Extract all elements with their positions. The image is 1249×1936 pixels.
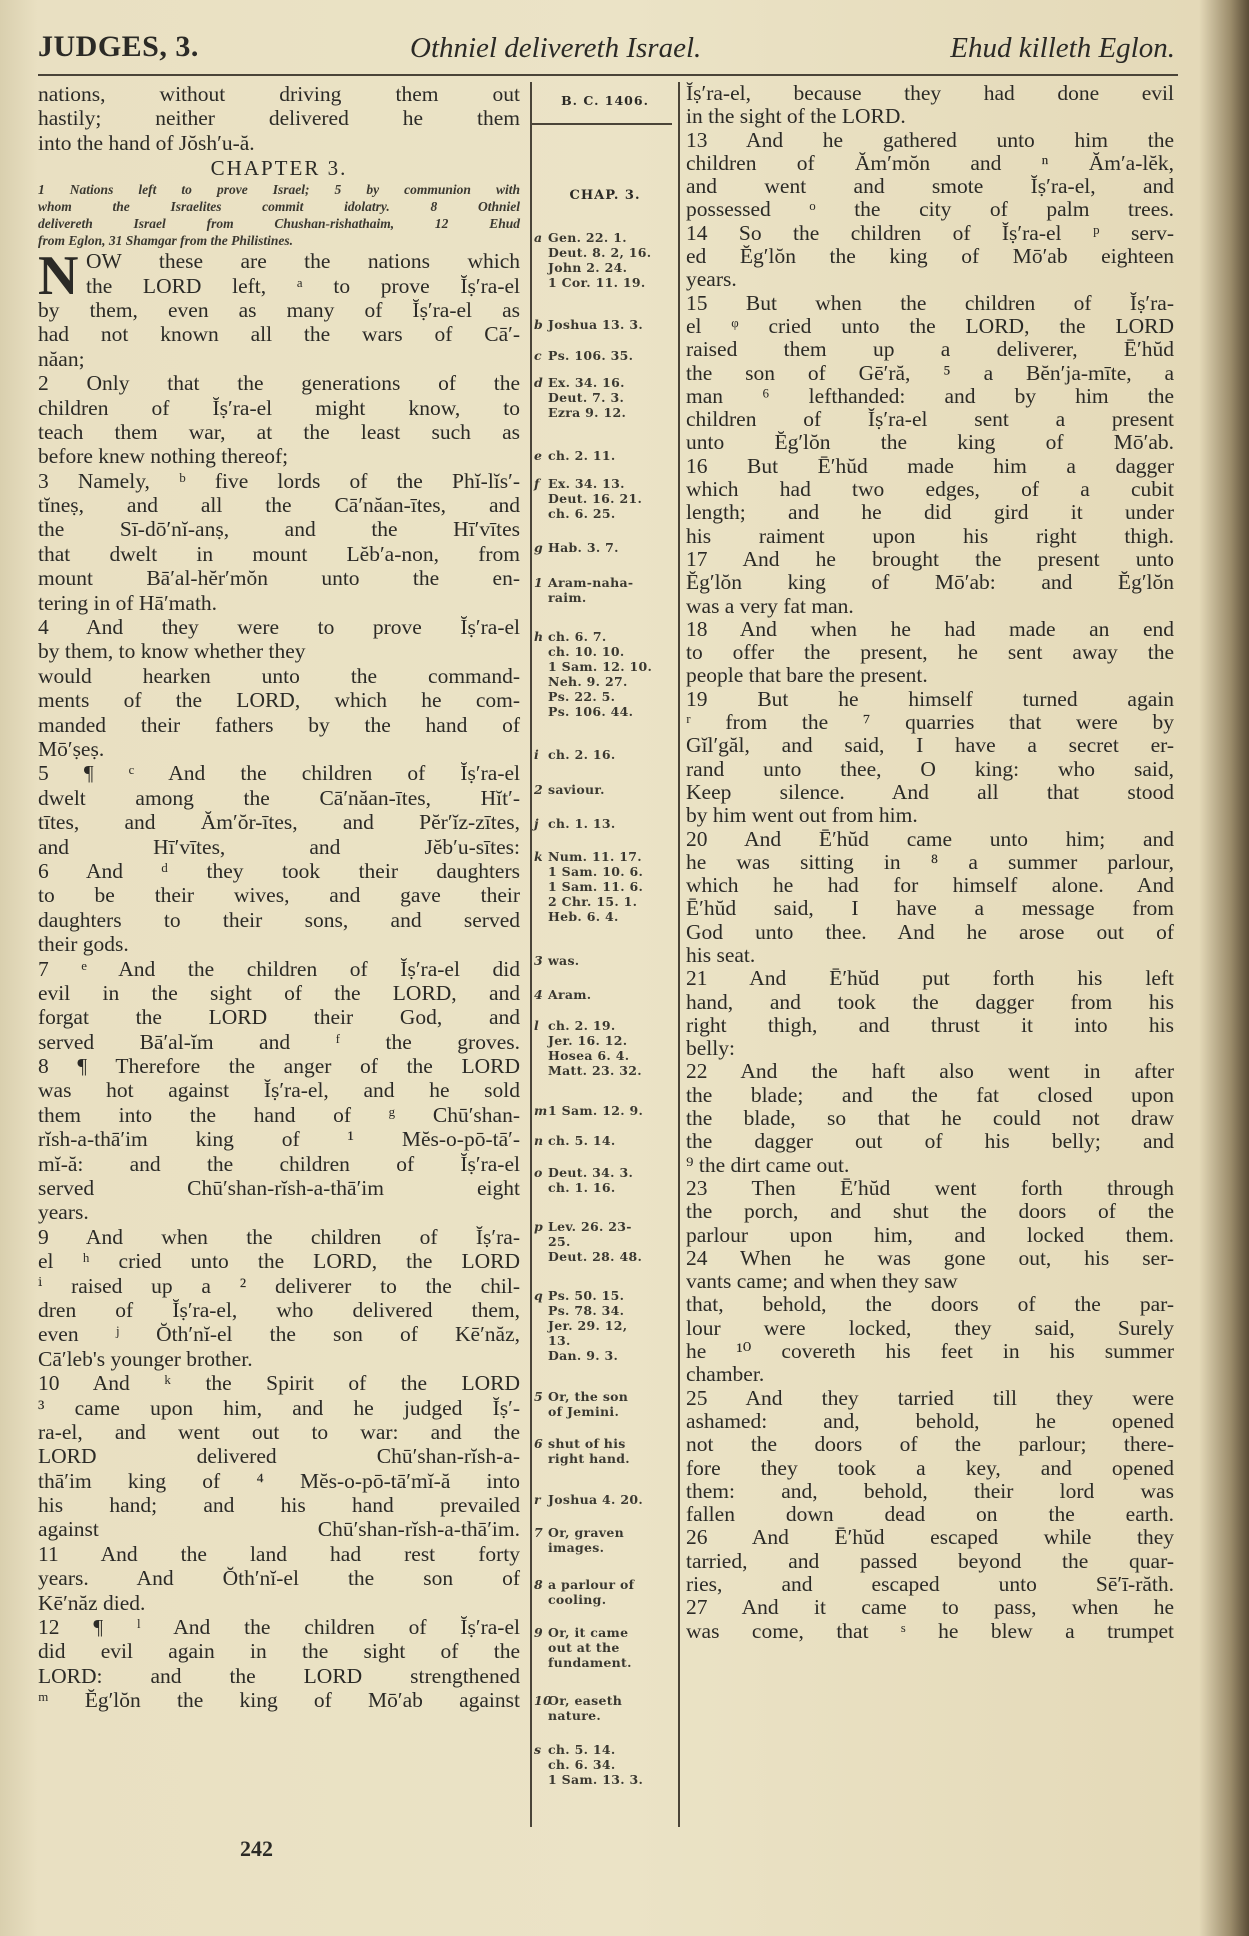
text-line: parlour upon him, and locked them. <box>686 1222 1174 1247</box>
margin-reference <box>534 348 676 363</box>
text-line: them into the hand of ᵍ Chū′shan- <box>38 1102 520 1127</box>
text-line: even ʲ Ŏth′nĭ-el the son of Kē′năz, <box>38 1322 520 1347</box>
text-line: el ᵠ cried unto the LORD, the LORD <box>686 313 1174 338</box>
drop-cap: N <box>38 245 79 308</box>
text-line: to offer the present, he sent away the <box>686 640 1174 665</box>
header-rule <box>38 74 1178 76</box>
text-line: and Hī′vītes, and Jĕb′u-sītes: <box>38 834 520 859</box>
right-text-column <box>686 82 1174 1643</box>
reference-mark: g <box>534 540 544 555</box>
reference-text: Joshua 4. 20. <box>548 1492 643 1507</box>
reference-text: ch. 5. 14. ch. 6. 34. 1 Sam. 13. 3. <box>548 1742 644 1787</box>
reference-text: ch. 1. 13. <box>548 816 616 831</box>
text-line: that dwelt in mount Lĕb′a-non, from <box>38 541 520 566</box>
text-line: teach them war, at the least such as <box>38 419 520 444</box>
margin-reference <box>534 1288 676 1363</box>
text-line: forgat the LORD their God, and <box>38 1005 520 1030</box>
text-line: 15 But when the children of Ĭṣ′ra- <box>686 290 1174 315</box>
text-line: Kē′năz died. <box>38 1590 146 1615</box>
text-line: 21 And Ē′hŭd put forth his left <box>686 966 1174 991</box>
running-title-2: Ehud killeth Eglon. <box>950 32 1175 64</box>
text-line: by them, even as many of Ĭṣ′ra-el as <box>38 297 520 322</box>
margin-reference <box>534 849 676 924</box>
text-line: 10 And ᵏ the Spirit of the LORD <box>38 1371 520 1396</box>
text-line: ashamed: and, behold, he opened <box>686 1408 1174 1433</box>
margin-reference <box>534 1018 676 1078</box>
text-line: 25 And they tarried till they were <box>686 1385 1174 1410</box>
reference-text: ch. 6. 7. ch. 10. 10. 1 Sam. 12. 10. Neh. 9. 27. Ps. 22. 5. Ps. 106. 44. <box>548 629 653 719</box>
reference-text: ch. 5. 14. <box>548 1133 616 1148</box>
reference-mark: a <box>534 230 543 245</box>
chapter-heading: CHAPTER 3. <box>210 156 348 181</box>
left-text-column <box>38 82 520 1713</box>
reference-text: Ps. 106. 35. <box>548 348 634 363</box>
reference-mark: s <box>534 1742 542 1757</box>
margin-reference <box>534 987 676 1002</box>
reference-mark: 10 <box>534 1693 552 1708</box>
text-line: 23 Then Ē′hŭd went forth through <box>686 1175 1174 1200</box>
text-line: them: and, behold, their lord was <box>686 1478 1174 1503</box>
text-line: nations, without driving them out <box>38 82 520 106</box>
reference-text: Aram-naha- raim. <box>548 575 634 605</box>
text-line: Ĭṣ′ra-el, because they had done evil <box>686 81 1174 105</box>
reference-mark: 3 <box>534 953 543 968</box>
text-line: 18 And when he had made an end <box>686 616 1174 641</box>
text-line: would hearken unto the command- <box>38 663 520 688</box>
text-line: he was sitting in ⁸ a summer parlour, <box>686 849 1174 874</box>
text-line: dwelt among the Cā′năan-ītes, Hĭt′- <box>38 785 520 810</box>
reference-text: was. <box>548 953 580 968</box>
text-line: 2 Only that the generations of the <box>38 371 520 396</box>
text-line: into the hand of Jŏsh′u-ă. <box>38 130 255 155</box>
reference-text: ch. 2. 11. <box>548 448 616 463</box>
margin-reference <box>534 375 676 420</box>
text-line: length; and he did gird it under <box>686 500 1174 525</box>
text-line: lour were locked, they said, Surely <box>686 1315 1174 1340</box>
text-line: chamber. <box>686 1362 765 1387</box>
reference-mark: l <box>534 1018 540 1033</box>
text-line: tĭneṣ, and all the Cā′năan-ītes, and <box>38 493 520 518</box>
text-line: had not known all the wars of Cā′- <box>38 322 520 347</box>
text-line: not the doors of the parlour; there- <box>686 1432 1174 1457</box>
text-line: and went and smote Ĭṣ′ra-el, and <box>686 174 1174 199</box>
text-line: ³ came upon him, and he judged Ĭṣ′- <box>38 1395 520 1420</box>
text-line: 6 And ᵈ they took their daughters <box>38 858 520 883</box>
text-line: against Chū′shan-rĭsh-a-thā′im. <box>38 1517 520 1542</box>
reference-mark: r <box>534 1492 541 1507</box>
text-line: 13 And he gathered unto him the <box>686 127 1174 152</box>
text-line: the blade, so that he could not draw <box>686 1106 1174 1131</box>
text-line: which had two edges, of a cubit <box>686 477 1174 502</box>
margin-reference <box>534 1103 676 1118</box>
text-line: by him went out from him. <box>686 803 918 828</box>
reference-text: Lev. 26. 23- 25. Deut. 28. 48. <box>548 1219 643 1264</box>
text-line: ᵐ Ĕg′lŏn the king of Mō′ab against <box>38 1688 520 1713</box>
text-line: hand, and took the dagger from his <box>686 989 1174 1014</box>
text-line: man ⁶ lefthanded: and by him the <box>686 383 1174 408</box>
text-line: fallen down dead on the earth. <box>686 1502 1174 1527</box>
reference-text: Ex. 34. 13. Deut. 16. 21. ch. 6. 25. <box>548 476 643 521</box>
text-line: belly: <box>686 1036 735 1061</box>
margin-reference <box>534 1525 676 1555</box>
text-line: which he had for himself alone. And <box>686 873 1174 898</box>
text-line: years. <box>38 1200 89 1225</box>
reference-mark: n <box>534 1133 544 1148</box>
text-line: 5 ¶ ᶜ And the children of Ĭṣ′ra-el <box>38 761 520 786</box>
chapter-summary-line: whom the Israelites commit idolatry. 8 Othniel <box>38 199 520 215</box>
running-title <box>410 32 1175 65</box>
reference-mark: 9 <box>534 1625 543 1640</box>
text-line: năan; <box>38 346 85 371</box>
text-line: was a very fat man. <box>686 593 854 618</box>
reference-text: a parlour of cooling. <box>548 1577 635 1607</box>
text-line: ʳ from the ⁷ quarries that were by <box>686 710 1174 735</box>
text-line: served Chū′shan-rĭsh-a-thā′im eight <box>38 1176 520 1201</box>
text-line: his seat. <box>686 942 756 967</box>
reference-text: ch. 2. 16. <box>548 747 616 762</box>
text-line: 17 And he brought the present unto <box>686 546 1174 571</box>
reference-mark: 4 <box>534 987 543 1002</box>
text-line: that, behold, the doors of the par- <box>686 1292 1174 1317</box>
text-line: ⁱ raised up a ² deliverer to the chil- <box>38 1273 520 1298</box>
text-line: to be their wives, and gave their <box>38 883 520 908</box>
reference-mark: b <box>534 317 544 332</box>
text-line: ⁹ the dirt came out. <box>686 1152 850 1177</box>
margin-reference <box>534 953 676 968</box>
margin-reference <box>534 1693 676 1723</box>
reference-mark: i <box>534 747 540 762</box>
text-line: he ¹⁰ covereth his feet in his summer <box>686 1339 1174 1364</box>
margin-reference <box>534 782 676 797</box>
margin-rule <box>532 123 672 125</box>
text-line: thā′im king of ⁴ Mĕs-o-pō-tā′mĭ-ă into <box>38 1468 520 1493</box>
reference-mark: 6 <box>534 1436 543 1451</box>
margin-reference <box>534 747 676 762</box>
text-line: ments of the LORD, which he com- <box>38 688 520 713</box>
text-line: Ĕg′lŏn king of Mō′ab: and Ĕg′lŏn <box>686 570 1174 595</box>
reference-text: Or, graven images. <box>548 1525 624 1555</box>
margin-reference <box>534 448 676 463</box>
reference-text: Ex. 34. 16. Deut. 7. 3. Ezra 9. 12. <box>548 375 627 420</box>
text-line: God unto thee. And he arose out of <box>686 919 1174 944</box>
text-line: manded their fathers by the hand of <box>38 712 520 737</box>
reference-mark: q <box>534 1288 544 1303</box>
text-line: 12 ¶ ˡ And the children of Ĭṣ′ra-el <box>38 1615 520 1640</box>
text-line: by them, to know whether they <box>38 639 306 664</box>
text-line: the LORD left, ᵃ to prove Ĭṣ′ra-el <box>86 273 520 298</box>
running-title-1: Othniel delivereth Israel. <box>410 32 702 64</box>
text-line: 19 But he himself turned again <box>686 686 1174 711</box>
text-line: the Sī-dō′nĭ-anṣ, and the Hī′vītes <box>38 517 520 542</box>
reference-text: Ps. 50. 15. Ps. 78. 34. Jer. 29. 12, 13. Dan. 9. 3. <box>548 1288 628 1363</box>
margin-reference <box>534 540 676 555</box>
reference-mark: e <box>534 448 543 463</box>
text-line: Gĭl′găl, and said, I have a secret er- <box>686 733 1174 758</box>
reference-mark: 7 <box>534 1525 543 1540</box>
text-line: Cā′leb's younger brother. <box>38 1346 253 1371</box>
reference-text: saviour. <box>548 782 605 797</box>
reference-mark: o <box>534 1165 543 1180</box>
margin-reference <box>534 1133 676 1148</box>
reference-text: Or, it came out at the fundament. <box>548 1625 632 1670</box>
column-divider <box>678 82 680 1827</box>
text-line: 11 And the land had rest forty <box>38 1541 520 1566</box>
reference-mark: d <box>534 375 544 390</box>
text-line: 14 So the children of Ĭṣ′ra-el ᵖ serv- <box>686 220 1174 245</box>
reference-mark: m <box>534 1103 548 1118</box>
text-line: the son of Gē′ră, ⁵ a Bĕn′ja-mīte, a <box>686 360 1174 385</box>
text-line: 9 And when the children of Ĭṣ′ra- <box>38 1224 520 1249</box>
reference-mark: 8 <box>534 1577 543 1592</box>
margin-reference <box>534 629 676 719</box>
margin-reference <box>534 1165 676 1195</box>
text-line: tītes, and Ăm′ŏr-ītes, and Pĕr′ĭz-zītes, <box>38 810 520 835</box>
text-line: was hot against Ĭṣ′ra-el, and he sold <box>38 1078 520 1103</box>
page-number: 242 <box>240 1836 273 1861</box>
text-line: 22 And the haft also went in after <box>686 1059 1174 1084</box>
margin-reference <box>534 816 676 831</box>
book-chapter-heading: JUDGES, 3. <box>38 30 199 63</box>
text-line: Mō′ṣeṣ. <box>38 736 105 761</box>
text-line: raised them up a deliverer, Ē′hŭd <box>686 337 1174 362</box>
text-line: ed Ĕg′lŏn the king of Mō′ab eighteen <box>686 244 1174 269</box>
column-divider <box>530 82 532 1827</box>
reference-text: Num. 11. 17. 1 Sam. 10. 6. 1 Sam. 11. 6. 2 Chr. 15. 1. Heb. 6. 4. <box>548 849 644 924</box>
text-line: evil in the sight of the LORD, and <box>38 980 520 1005</box>
margin-reference <box>534 1492 676 1507</box>
text-line: 24 When he was gone out, his ser- <box>686 1245 1174 1270</box>
text-line: the blade; and the fat closed upon <box>686 1082 1174 1107</box>
reference-mark: p <box>534 1219 544 1234</box>
text-line: the porch, and shut the doors of the <box>686 1199 1174 1224</box>
text-line: children of Ĭṣ′ra-el sent a present <box>686 407 1174 432</box>
reference-text: Aram. <box>548 987 592 1002</box>
text-line: unto Ĕg′lŏn the king of Mō′ab. <box>686 430 1174 455</box>
margin-reference <box>534 476 676 521</box>
text-line: 26 And Ē′hŭd escaped while they <box>686 1525 1174 1550</box>
text-line: 27 And it came to pass, when he <box>686 1595 1174 1620</box>
text-line: ries, and escaped unto Sē′ī-răth. <box>686 1572 1174 1596</box>
reference-text: Deut. 34. 3. ch. 1. 16. <box>548 1165 634 1195</box>
text-line: fore they took a key, and opened <box>686 1455 1174 1480</box>
text-line: possessed ᵒ the city of palm trees. <box>686 197 1174 222</box>
margin-reference <box>534 1219 676 1264</box>
reference-mark: 5 <box>534 1389 543 1404</box>
chapter-summary-line: from Eglon, 31 Shamgar from the Philistines. <box>38 233 294 249</box>
text-line: LORD: and the LORD strengthened <box>38 1663 520 1688</box>
reference-text: shut of his right hand. <box>548 1436 630 1466</box>
reference-mark: 2 <box>534 782 543 797</box>
margin-reference <box>534 1577 676 1607</box>
margin-reference <box>534 230 676 290</box>
text-line: 7 ᵉ And the children of Ĭṣ′ra-el did <box>38 956 520 981</box>
text-line: rĭsh-a-thā′im king of ¹ Mĕs-o-pō-tā′- <box>38 1127 520 1152</box>
reference-text: Gen. 22. 1. Deut. 8. 2, 16. John 2. 24. 1 Cor. 11. 19. <box>548 230 652 290</box>
margin-reference <box>534 1742 676 1787</box>
reference-text: Joshua 13. 3. <box>548 317 643 332</box>
text-line: Keep silence. And all that stood <box>686 779 1174 804</box>
text-line: in the sight of the LORD. <box>686 104 906 129</box>
chapter-summary-line: delivereth Israel from Chushan-rishathaim, 12 Ehud <box>38 216 520 232</box>
margin-reference <box>534 1389 676 1419</box>
text-line: children of Ăm′mŏn and ⁿ Ăm′a-lĕk, <box>686 150 1174 175</box>
text-line: 4 And they were to prove Ĭṣ′ra-el <box>38 615 520 640</box>
text-line: hastily; neither delivered he them <box>38 106 520 131</box>
reference-text: Or, the son of Jemini. <box>548 1389 629 1419</box>
text-line: 16 But Ē′hŭd made him a dagger <box>686 453 1174 478</box>
text-line: vants came; and when they saw <box>686 1269 958 1294</box>
text-line: 8 ¶ Therefore the anger of the LORD <box>38 1054 520 1079</box>
text-line: tarried, and passed beyond the quar- <box>686 1548 1174 1573</box>
reference-text: Or, easeth nature. <box>548 1693 623 1723</box>
text-line: el ʰ cried unto the LORD, the LORD <box>38 1249 520 1274</box>
text-line: OW these are the nations which <box>86 249 520 274</box>
text-line: 20 And Ē′hŭd came unto him; and <box>686 826 1174 851</box>
reference-text: Hab. 3. 7. <box>548 540 619 555</box>
text-line: their gods. <box>38 932 129 957</box>
chapter-summary-line: 1 Nations left to prove Israel; 5 by communion with <box>38 182 520 198</box>
text-line: ra-el, and went out to war: and the <box>38 1419 520 1444</box>
text-line: people that bare the present. <box>686 663 928 688</box>
text-line: before knew nothing thereof; <box>38 444 289 469</box>
text-line: right thigh, and thrust it into his <box>686 1012 1174 1037</box>
text-line: rand unto thee, O king: who said, <box>686 756 1174 781</box>
text-line: was come, that ˢ he blew a trumpet <box>686 1618 1174 1643</box>
reference-text: 1 Sam. 12. 9. <box>548 1103 644 1118</box>
text-line: LORD delivered Chū′shan-rĭsh-a- <box>38 1444 520 1469</box>
text-line: years. And Ŏth′nĭ-el the son of <box>38 1566 520 1591</box>
text-line: children of Ĭṣ′ra-el might know, to <box>38 395 520 420</box>
reference-mark: k <box>534 849 543 864</box>
text-line: dren of Ĭṣ′ra-el, who delivered them, <box>38 1297 520 1322</box>
text-line: the dagger out of his belly; and <box>686 1129 1174 1154</box>
text-line: years. <box>686 267 737 292</box>
reference-mark: c <box>534 348 542 363</box>
margin-reference <box>534 575 676 605</box>
reference-text: ch. 2. 19. Jer. 16. 12. Hosea 6. 4. Matt. 23. 32. <box>548 1018 642 1078</box>
text-line: mĭ-ă: and the children of Ĭṣ′ra-el <box>38 1151 520 1176</box>
reference-mark: 1 <box>534 575 543 590</box>
text-line: 3 Namely, ᵇ five lords of the Phĭ-lĭs′- <box>38 468 520 493</box>
text-line: daughters to their sons, and served <box>38 907 520 932</box>
margin-reference <box>534 1436 676 1466</box>
text-line: did evil again in the sight of the <box>38 1639 520 1664</box>
reference-mark: f <box>534 476 540 491</box>
text-line: his raiment upon his right thigh. <box>686 523 1174 548</box>
margin-reference <box>534 1625 676 1670</box>
margin-chapter: CHAP. 3. <box>569 188 641 203</box>
text-line: tering in of Hā′math. <box>38 590 218 615</box>
reference-mark: j <box>534 816 539 831</box>
text-line: his hand; and his hand prevailed <box>38 1493 520 1518</box>
margin-date: B. C. 1406. <box>561 93 649 108</box>
reference-mark: h <box>534 629 544 644</box>
text-line: Ē′hŭd said, I have a message from <box>686 896 1174 921</box>
text-line: mount Bā′al-hĕr′mŏn unto the en- <box>38 566 520 591</box>
text-line: served Bā′al-ĭm and ᶠ the groves. <box>38 1029 520 1054</box>
margin-reference <box>534 317 676 332</box>
